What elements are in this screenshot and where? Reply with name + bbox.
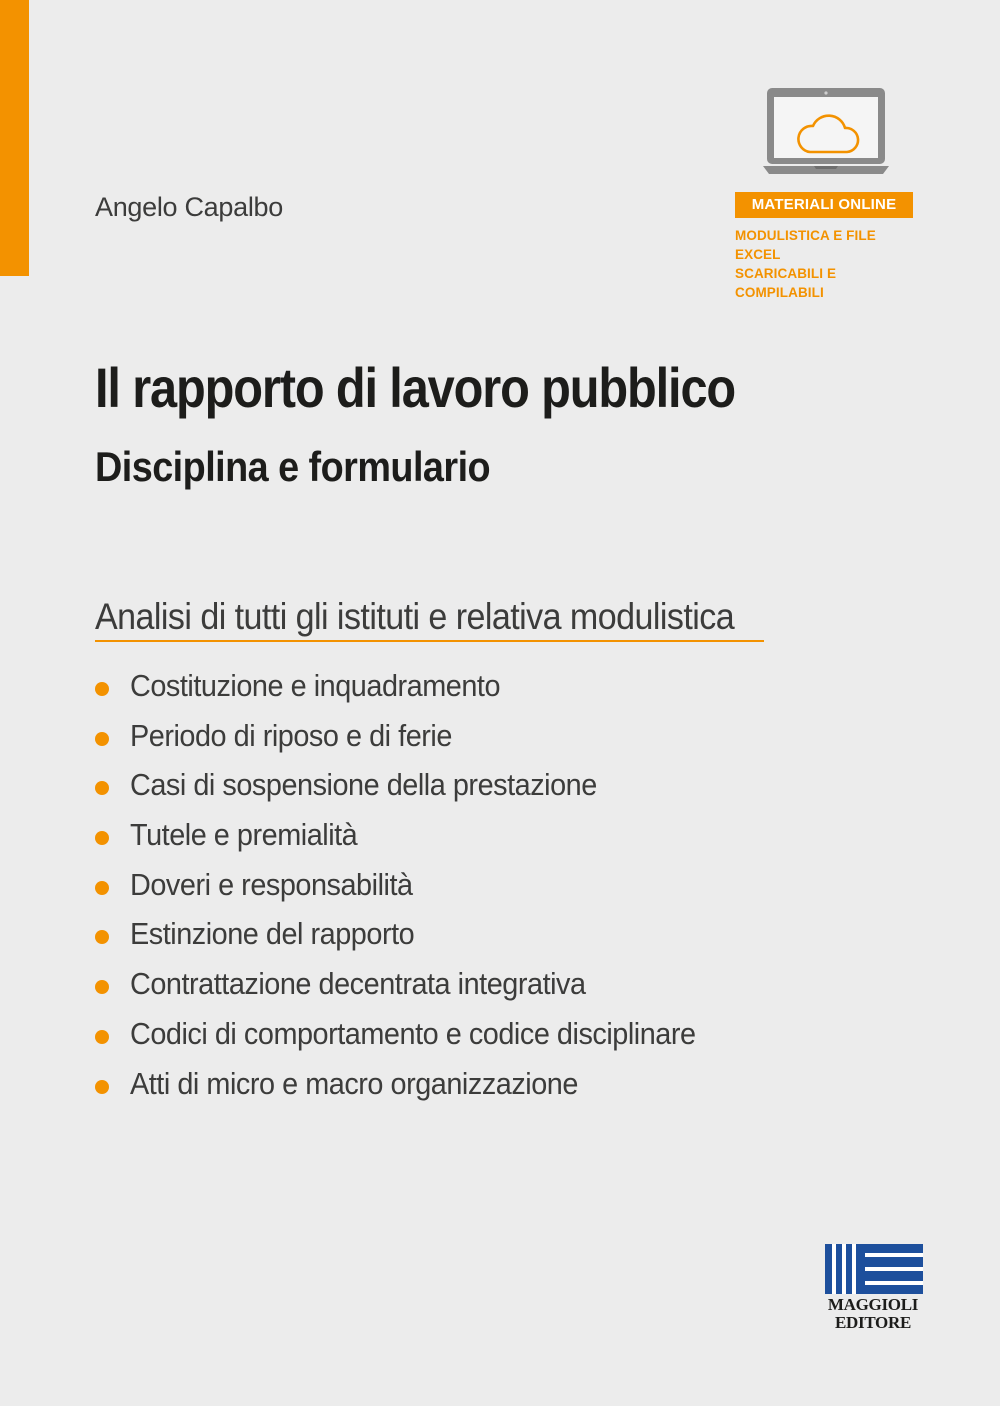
publisher-name bbox=[818, 1296, 928, 1332]
topic-text: Doveri e responsabilità bbox=[130, 866, 413, 902]
topic-item bbox=[95, 668, 738, 718]
online-materials-description bbox=[735, 226, 925, 302]
bullet-icon bbox=[95, 980, 109, 994]
section-underline bbox=[95, 640, 764, 642]
maggioli-logo-icon bbox=[825, 1244, 923, 1294]
accent-bar bbox=[0, 0, 29, 276]
topic-item bbox=[95, 1066, 738, 1116]
online-materials-description-line1: MODULISTICA E FILE EXCEL bbox=[735, 228, 876, 262]
section-heading: Analisi di tutti gli istituti e relativa modulistica bbox=[95, 596, 735, 637]
online-materials-label: MATERIALI ONLINE bbox=[735, 192, 913, 218]
topic-text: Atti di micro e macro organizzazione bbox=[130, 1065, 578, 1101]
topic-text: Codici di comportamento e codice disciplinare bbox=[130, 1015, 696, 1051]
topic-item bbox=[95, 718, 738, 768]
book-subtitle: Disciplina e formulario bbox=[95, 443, 491, 490]
bullet-icon bbox=[95, 1030, 109, 1044]
topic-text: Tutele e premialità bbox=[130, 817, 358, 853]
bullet-icon bbox=[95, 1080, 109, 1094]
bullet-icon bbox=[95, 881, 109, 895]
online-materials-description-line2: SCARICABILI E COMPILABILI bbox=[735, 266, 837, 300]
topic-list bbox=[95, 668, 738, 1115]
publisher-name-line1: MAGGIOLI bbox=[827, 1295, 919, 1314]
topic-text: Costituzione e inquadramento bbox=[130, 668, 501, 703]
topic-text: Contrattazione decentrata integrativa bbox=[130, 966, 586, 1002]
book-title: Il rapporto di lavoro pubblico bbox=[95, 356, 736, 419]
topic-item bbox=[95, 1016, 738, 1066]
laptop-cloud-icon bbox=[763, 86, 889, 176]
topic-item bbox=[95, 966, 738, 1016]
publisher-name-line2: EDITORE bbox=[834, 1313, 911, 1332]
bullet-icon bbox=[95, 781, 109, 795]
topic-text: Periodo di riposo e di ferie bbox=[130, 717, 452, 753]
author-name: Angelo Capalbo bbox=[95, 192, 283, 222]
bullet-icon bbox=[95, 831, 109, 845]
bullet-icon bbox=[95, 682, 109, 696]
topic-item bbox=[95, 817, 738, 867]
topic-text: Casi di sospensione della prestazione bbox=[130, 767, 597, 803]
topic-text: Estinzione del rapporto bbox=[130, 916, 415, 952]
topic-item bbox=[95, 916, 738, 966]
bullet-icon bbox=[95, 930, 109, 944]
topic-item bbox=[95, 767, 738, 817]
publisher-logo bbox=[818, 1244, 928, 1336]
topic-item bbox=[95, 867, 738, 917]
bullet-icon bbox=[95, 732, 109, 746]
